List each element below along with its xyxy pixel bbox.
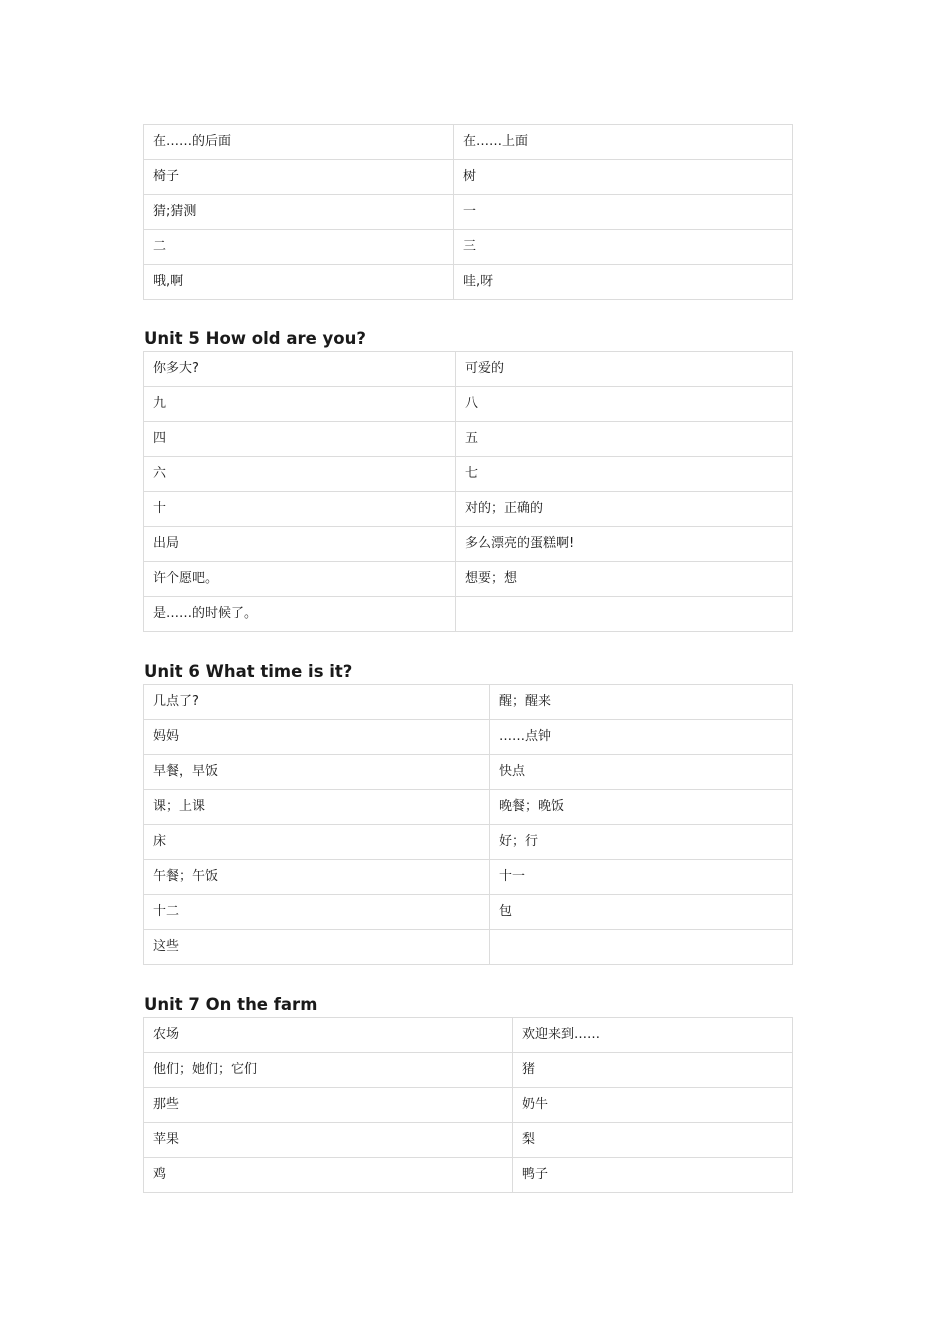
vocab-table xyxy=(143,124,793,300)
table-cell-right: 树 xyxy=(454,160,793,195)
table-row xyxy=(144,265,793,300)
table-row xyxy=(144,527,793,562)
table-cell-right: 三 xyxy=(454,230,793,265)
table-cell-right: 七 xyxy=(456,457,793,492)
table-row xyxy=(144,1053,793,1088)
table-cell-right: 哇,呀 xyxy=(454,265,793,300)
table-cell-left: 四 xyxy=(144,422,456,457)
table-cell-right: 奶牛 xyxy=(513,1088,793,1123)
table-cell-left: 农场 xyxy=(144,1018,513,1053)
vocab-section-unit-6 xyxy=(143,684,792,965)
table-row xyxy=(144,825,793,860)
table-row xyxy=(144,930,793,965)
table-cell-right: 八 xyxy=(456,387,793,422)
table-cell-right: 可爱的 xyxy=(456,352,793,387)
table-cell-left: 十 xyxy=(144,492,456,527)
table-row xyxy=(144,790,793,825)
table-row xyxy=(144,755,793,790)
table-row xyxy=(144,352,793,387)
table-cell-left: 许个愿吧。 xyxy=(144,562,456,597)
table-cell-left: 猜;猜测 xyxy=(144,195,454,230)
table-row xyxy=(144,1018,793,1053)
table-cell-left: 鸡 xyxy=(144,1158,513,1193)
table-row xyxy=(144,125,793,160)
table-cell-left: 哦,啊 xyxy=(144,265,454,300)
table-cell-left: 床 xyxy=(144,825,490,860)
table-cell-left: 六 xyxy=(144,457,456,492)
table-cell-left: 九 xyxy=(144,387,456,422)
vocab-section-continued xyxy=(143,124,792,300)
table-cell-left: 他们；她们；它们 xyxy=(144,1053,513,1088)
table-row xyxy=(144,1088,793,1123)
table-cell-left: 妈妈 xyxy=(144,720,490,755)
table-cell-right xyxy=(456,597,793,632)
table-row xyxy=(144,720,793,755)
table-row xyxy=(144,562,793,597)
table-row xyxy=(144,230,793,265)
table-cell-left: 课；上课 xyxy=(144,790,490,825)
table-row xyxy=(144,597,793,632)
vocab-table xyxy=(143,1017,793,1193)
table-row xyxy=(144,860,793,895)
unit-6-heading: Unit 6 What time is it? xyxy=(144,662,353,681)
table-cell-right: 好；行 xyxy=(490,825,793,860)
table-cell-left: 出局 xyxy=(144,527,456,562)
table-cell-right: 多么漂亮的蛋糕啊! xyxy=(456,527,793,562)
table-cell-right: 快点 xyxy=(490,755,793,790)
table-cell-right: 猪 xyxy=(513,1053,793,1088)
table-cell-right: 对的；正确的 xyxy=(456,492,793,527)
table-row xyxy=(144,492,793,527)
table-cell-left: 椅子 xyxy=(144,160,454,195)
table-cell-right: 在……上面 xyxy=(454,125,793,160)
table-cell-right: 梨 xyxy=(513,1123,793,1158)
table-cell-right: 十一 xyxy=(490,860,793,895)
vocab-section-unit-5 xyxy=(143,351,792,632)
unit-7-heading: Unit 7 On the farm xyxy=(144,995,318,1014)
table-row xyxy=(144,1123,793,1158)
unit-5-heading: Unit 5 How old are you? xyxy=(144,329,366,348)
table-cell-left: 苹果 xyxy=(144,1123,513,1158)
table-cell-right: 晚餐；晚饭 xyxy=(490,790,793,825)
table-cell-right: 欢迎来到…… xyxy=(513,1018,793,1053)
table-cell-left: 在……的后面 xyxy=(144,125,454,160)
table-cell-left: 早餐，早饭 xyxy=(144,755,490,790)
table-cell-right xyxy=(490,930,793,965)
table-cell-left: 是……的时候了。 xyxy=(144,597,456,632)
table-cell-right: 想要；想 xyxy=(456,562,793,597)
table-cell-left: 十二 xyxy=(144,895,490,930)
table-row xyxy=(144,1158,793,1193)
table-row xyxy=(144,422,793,457)
table-cell-left: 那些 xyxy=(144,1088,513,1123)
table-cell-right: 包 xyxy=(490,895,793,930)
table-row xyxy=(144,160,793,195)
table-cell-left: 这些 xyxy=(144,930,490,965)
table-cell-right: 五 xyxy=(456,422,793,457)
table-row xyxy=(144,457,793,492)
table-cell-left: 二 xyxy=(144,230,454,265)
table-cell-right: 醒；醒来 xyxy=(490,685,793,720)
table-row xyxy=(144,195,793,230)
table-cell-left: 午餐；午饭 xyxy=(144,860,490,895)
vocab-section-unit-7 xyxy=(143,1017,792,1193)
table-cell-right: ……点钟 xyxy=(490,720,793,755)
table-row xyxy=(144,895,793,930)
table-cell-left: 你多大? xyxy=(144,352,456,387)
table-row xyxy=(144,685,793,720)
table-cell-left: 几点了? xyxy=(144,685,490,720)
table-row xyxy=(144,387,793,422)
table-cell-right: 鸭子 xyxy=(513,1158,793,1193)
table-cell-right: 一 xyxy=(454,195,793,230)
vocab-table xyxy=(143,351,793,632)
vocab-table xyxy=(143,684,793,965)
